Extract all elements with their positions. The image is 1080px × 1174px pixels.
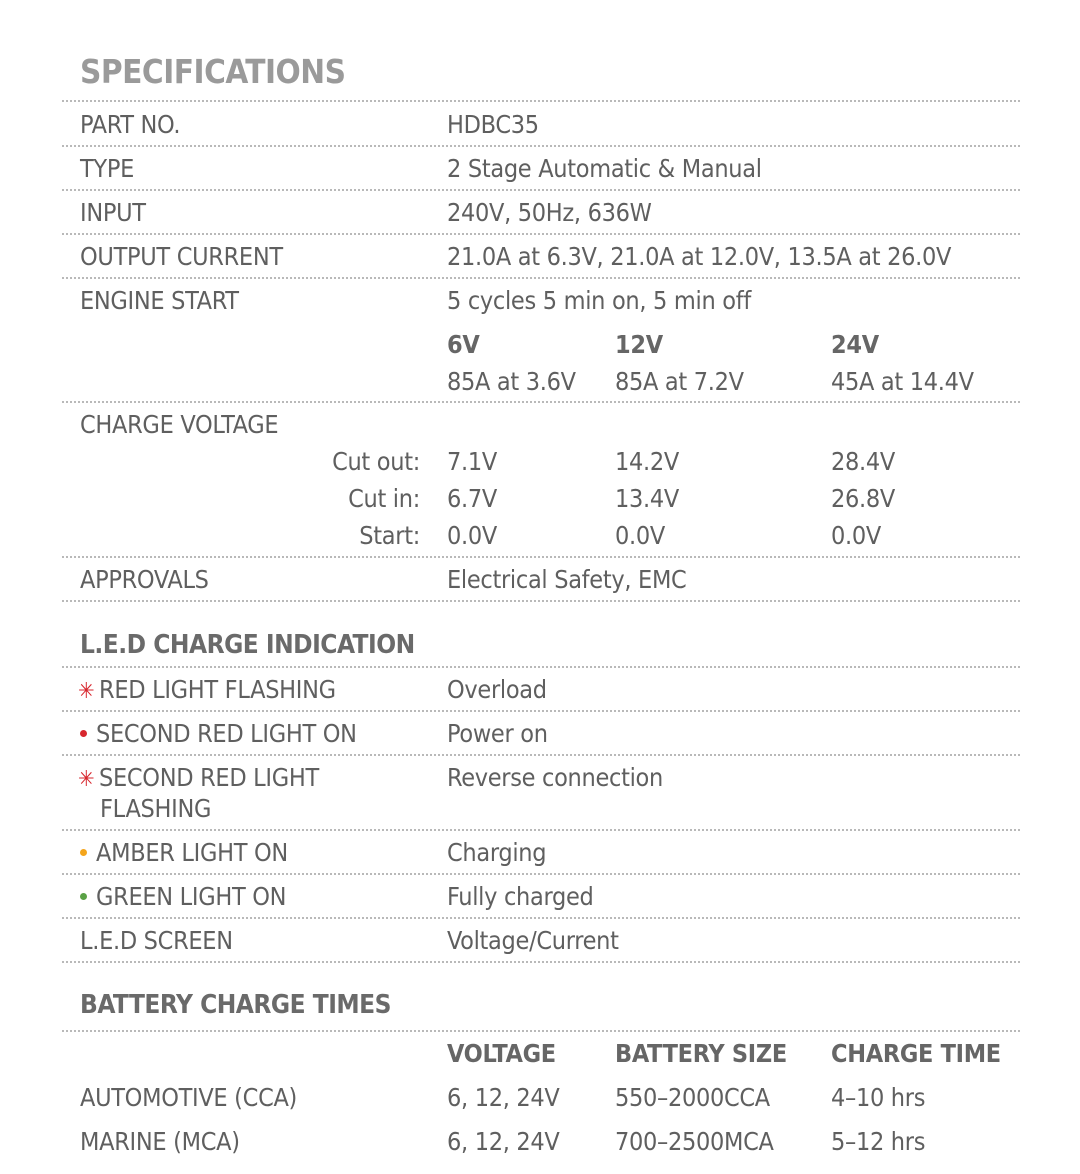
charge-row-label-cut-out: Cut out: [332,447,420,476]
spec-label-type: TYPE [80,154,135,183]
charge-cut-out-24v: 28.4V [831,447,895,476]
spec-value-engine-start: 5 cycles 5 min on, 5 min off [447,286,751,315]
spec-value-approvals: Electrical Safety, EMC [447,565,687,594]
spec-value-output-current: 21.0A at 6.3V, 21.0A at 12.0V, 13.5A at 26.0V [447,242,952,271]
charge-cut-in-6v: 6.7V [447,484,497,513]
spec-label-input: INPUT [80,198,146,227]
green-dot-icon [80,893,87,900]
engine-start-header-24v: 24V [831,330,879,359]
divider [62,917,1020,919]
battery-automotive-time: 4–10 hrs [831,1083,926,1112]
led-value-power-on: Power on [447,719,548,748]
battery-header-size: BATTERY SIZE [615,1039,787,1068]
spec-label-engine-start: ENGINE START [80,286,239,315]
led-value-charging: Charging [447,838,547,867]
battery-automotive-size: 550–2000CCA [615,1083,770,1112]
divider [62,961,1020,963]
led-label-text: GREEN LIGHT ON [96,882,287,911]
led-value-voltage-current: Voltage/Current [447,926,619,955]
flashing-star-icon: ✳ [78,767,95,792]
engine-start-value-6v: 85A at 3.6V [447,367,576,396]
led-value-overload: Overload [447,675,547,704]
led-label-text: AMBER LIGHT ON [96,838,288,867]
page-title: SPECIFICATIONS [80,52,346,91]
spec-label-approvals: APPROVALS [80,565,209,594]
section-heading-led: L.E.D CHARGE INDICATION [80,630,415,660]
red-dot-icon [80,730,87,737]
led-label-green-on [80,882,286,911]
spec-value-part-no: HDBC35 [447,110,539,139]
charge-start-24v: 0.0V [831,521,881,550]
led-label-text: SECOND RED LIGHT ON [96,719,357,748]
charge-start-6v: 0.0V [447,521,497,550]
spec-value-type: 2 Stage Automatic & Manual [447,154,762,183]
divider [62,145,1020,147]
spec-value-input: 240V, 50Hz, 636W [447,198,652,227]
led-label-amber-on [80,838,288,867]
flashing-star-icon: ✳ [78,679,95,704]
divider [62,829,1020,831]
charge-row-label-cut-in: Cut in: [348,484,420,513]
led-label-text: SECOND RED LIGHT [99,763,319,792]
engine-start-header-6v: 6V [447,330,480,359]
divider [62,189,1020,191]
divider [62,401,1020,403]
battery-header-time: CHARGE TIME [831,1039,1001,1068]
led-label-red-flashing [78,675,336,704]
charge-row-label-start: Start: [359,521,420,550]
battery-automotive-voltage: 6, 12, 24V [447,1083,560,1112]
amber-dot-icon [80,849,87,856]
led-label-second-red-flashing [78,763,319,792]
led-value-reverse-connection: Reverse connection [447,763,663,792]
engine-start-header-12v: 12V [615,330,663,359]
divider [62,873,1020,875]
led-label-text: RED LIGHT FLASHING [99,675,336,704]
led-label-second-red-flashing-line2: FLASHING [100,794,212,823]
divider [62,666,1020,668]
divider [62,600,1020,602]
charge-cut-in-24v: 26.8V [831,484,895,513]
divider [62,100,1020,102]
spec-label-part-no: PART NO. [80,110,181,139]
battery-marine-time: 5–12 hrs [831,1127,926,1156]
battery-marine-size: 700–2500MCA [615,1127,774,1156]
charge-cut-out-12v: 14.2V [615,447,679,476]
spec-label-output-current: OUTPUT CURRENT [80,242,283,271]
battery-row-label-marine: MARINE (MCA) [80,1127,240,1156]
led-label-screen: L.E.D SCREEN [80,926,233,955]
divider [62,556,1020,558]
divider [62,1030,1020,1032]
led-value-fully-charged: Fully charged [447,882,594,911]
divider [62,710,1020,712]
charge-cut-out-6v: 7.1V [447,447,497,476]
divider [62,277,1020,279]
engine-start-value-24v: 45A at 14.4V [831,367,974,396]
divider [62,754,1020,756]
battery-marine-voltage: 6, 12, 24V [447,1127,560,1156]
spec-label-charge-voltage: CHARGE VOLTAGE [80,410,279,439]
led-label-second-red-on [80,719,357,748]
battery-row-label-automotive: AUTOMOTIVE (CCA) [80,1083,298,1112]
divider [62,233,1020,235]
section-heading-battery: BATTERY CHARGE TIMES [80,990,392,1020]
battery-header-voltage: VOLTAGE [447,1039,556,1068]
charge-start-12v: 0.0V [615,521,665,550]
engine-start-value-12v: 85A at 7.2V [615,367,744,396]
charge-cut-in-12v: 13.4V [615,484,679,513]
